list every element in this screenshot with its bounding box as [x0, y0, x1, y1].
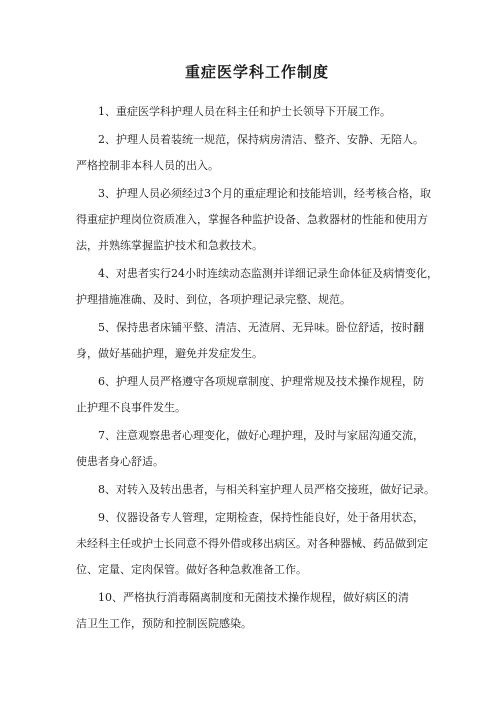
paragraph-line: 严格控制非本科人员的出入。 — [76, 159, 219, 172]
paragraph-line: 止护理不良事件发生。 — [76, 401, 186, 414]
paragraph-5 — [76, 315, 438, 367]
paragraph-line: 1、重症医学科护理人员在科主任和护士长领导下开展工作。 — [98, 105, 391, 118]
paragraph-line: 身，做好基础护理，避免并发症发生。 — [76, 347, 263, 360]
paragraph-line: 8、对转入及转出患者，与相关科室护理人员严格交接班，做好记录。 — [98, 483, 435, 496]
page-title: 重症医学科工作制度 — [184, 63, 329, 81]
paragraph-10 — [76, 585, 438, 637]
paragraph-line: 3、护理人员必须经过3个月的重症理论和技能培训，经考核合格，取 — [98, 187, 431, 200]
paragraph-line: 5、保持患者床铺平整、清洁、无渣屑、无异味。卧位舒适，按时翻 — [98, 321, 424, 334]
paragraph-9 — [76, 505, 438, 583]
paragraph-line: 位、定量、定肉保管。做好各种急救准备工作。 — [76, 563, 307, 576]
paragraph-7 — [76, 423, 438, 475]
paragraph-line: 得重症护理岗位资质准入，掌握各种监护设备、急救器材的性能和使用方 — [76, 213, 428, 226]
paragraph-line: 4、对患者实行24小时连续动态监测并详细记录生命体征及病情变化， — [98, 267, 438, 280]
paragraph-4 — [76, 261, 438, 313]
paragraph-line: 法，并熟练掌握监护技术和急救技术。 — [76, 239, 263, 252]
paragraph-line: 10、严格执行消毒隔离制度和无菌技术操作规程，做好病区的清 — [98, 591, 409, 604]
paragraph-3 — [76, 181, 438, 259]
paragraph-line: 护理措施准确、及时、到位，各项护理记录完整、规范。 — [76, 293, 351, 306]
paragraph-line: 2、护理人员着装统一规范，保持病房清洁、整齐、安静、无陪人。 — [98, 133, 424, 146]
paragraph-2 — [76, 127, 438, 179]
paragraph-line: 6、护理人员严格遵守各项规章制度、护理常规及技术操作规程，防 — [98, 375, 424, 388]
paragraph-6 — [76, 369, 438, 421]
paragraph-line: 未经科主任或护士长同意不得外借或移出病区。对各种器械、药品做到定 — [76, 537, 428, 550]
paragraph-line: 7、注意观察患者心理变化，做好心理护理，及时与家屈沟通交流， — [98, 429, 424, 442]
paragraph-1 — [76, 99, 438, 125]
paragraph-line: 9、仪器设备专人管理，定期检查，保持性能良好，处于备用状态， — [98, 511, 424, 524]
paragraph-line: 洁卫生工作，预防和控制医院感染。 — [76, 617, 252, 630]
paragraph-8 — [76, 477, 438, 503]
paragraph-line: 使患者身心舒适。 — [76, 455, 164, 468]
